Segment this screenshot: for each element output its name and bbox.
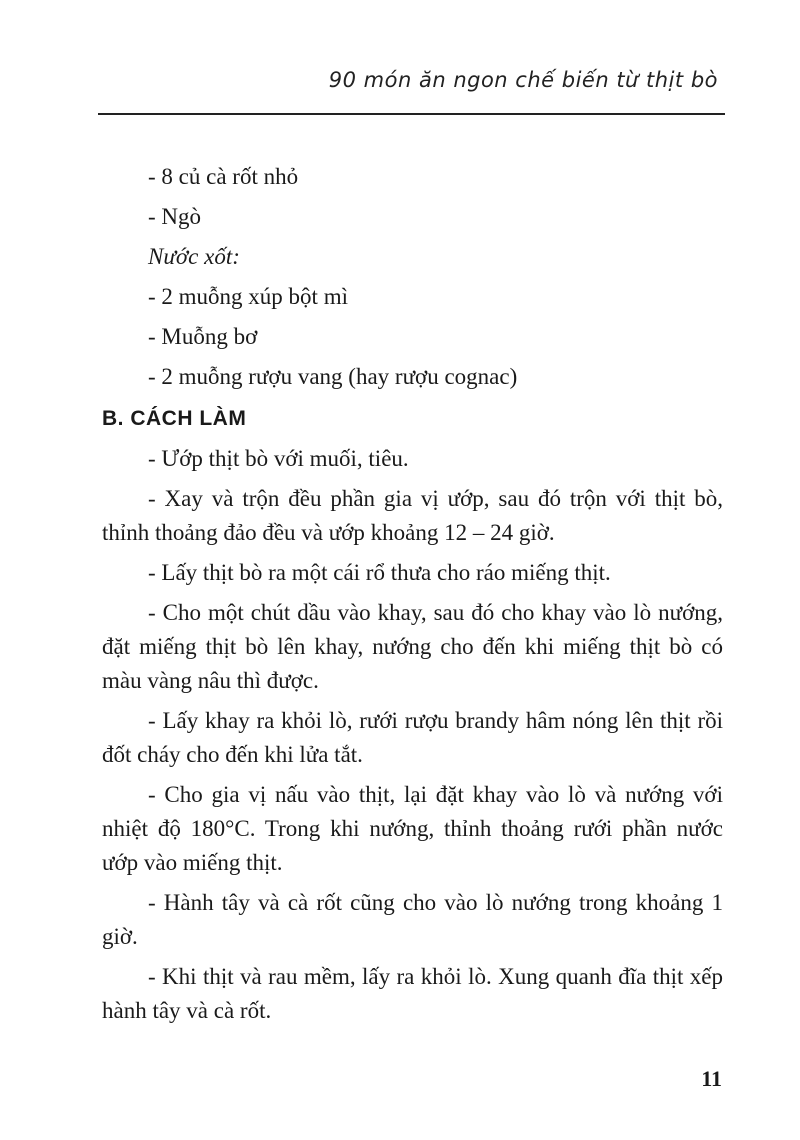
method-step: [102, 778, 723, 880]
method-step: [102, 960, 723, 1028]
method-step-text: - Ướp thịt bò với muối, tiêu.: [148, 446, 409, 471]
section-heading: B. CÁCH LÀM: [102, 407, 247, 430]
page-body: [102, 160, 723, 1028]
sauce-item: - 2 muỗng xúp bột mì: [148, 284, 348, 309]
header-rule: [98, 113, 725, 115]
method-step-text: - Khi thịt và rau mềm, lấy ra khỏi lò. Xung quanh đĩa thịt xếp hành tây và cà rốt.: [102, 964, 723, 1023]
sauce-item: - 2 muỗng rượu vang (hay rượu cognac): [148, 364, 518, 389]
method-step: [102, 482, 723, 550]
method-step: [102, 442, 723, 476]
page-number: 11: [701, 1066, 722, 1091]
method-step: [102, 886, 723, 954]
method-step-text: - Xay và trộn đều phần gia vị ướp, sau đó trộn với thịt bò, thỉnh thoảng đảo đều và ướp khoảng 12 – 24 giờ.: [102, 486, 723, 545]
method-step: [102, 704, 723, 772]
ingredient-item: - 8 củ cà rốt nhỏ: [148, 164, 299, 189]
method-step: [102, 556, 723, 590]
method-step-text: - Lấy khay ra khỏi lò, rưới rượu brandy hâm nóng lên thịt rồi đốt cháy cho đến khi lửa tắt.: [102, 708, 723, 767]
method-step: [102, 596, 723, 698]
method-step-text: - Lấy thịt bò ra một cái rổ thưa cho ráo miếng thịt.: [148, 560, 611, 585]
method-step-text: - Cho gia vị nấu vào thịt, lại đặt khay vào lò và nướng với nhiệt độ 180°C. Trong khi nướng, thỉnh thoảng rưới phần nước ướp vào miếng thịt.: [102, 782, 723, 875]
sauce-label: Nước xốt:: [148, 244, 240, 269]
method-step-text: - Cho một chút dầu vào khay, sau đó cho khay vào lò nướng, đặt miếng thịt bò lên khay, nướng cho đến khi miếng thịt bò có màu vàng nâu thì được.: [102, 600, 723, 693]
sauce-item: - Muỗng bơ: [148, 324, 258, 349]
running-head: 90 món ăn ngon chế biến từ thịt bò: [328, 68, 718, 92]
method-step-text: - Hành tây và cà rốt cũng cho vào lò nướng trong khoảng 1 giờ.: [102, 890, 723, 949]
ingredient-item: - Ngò: [148, 204, 202, 229]
